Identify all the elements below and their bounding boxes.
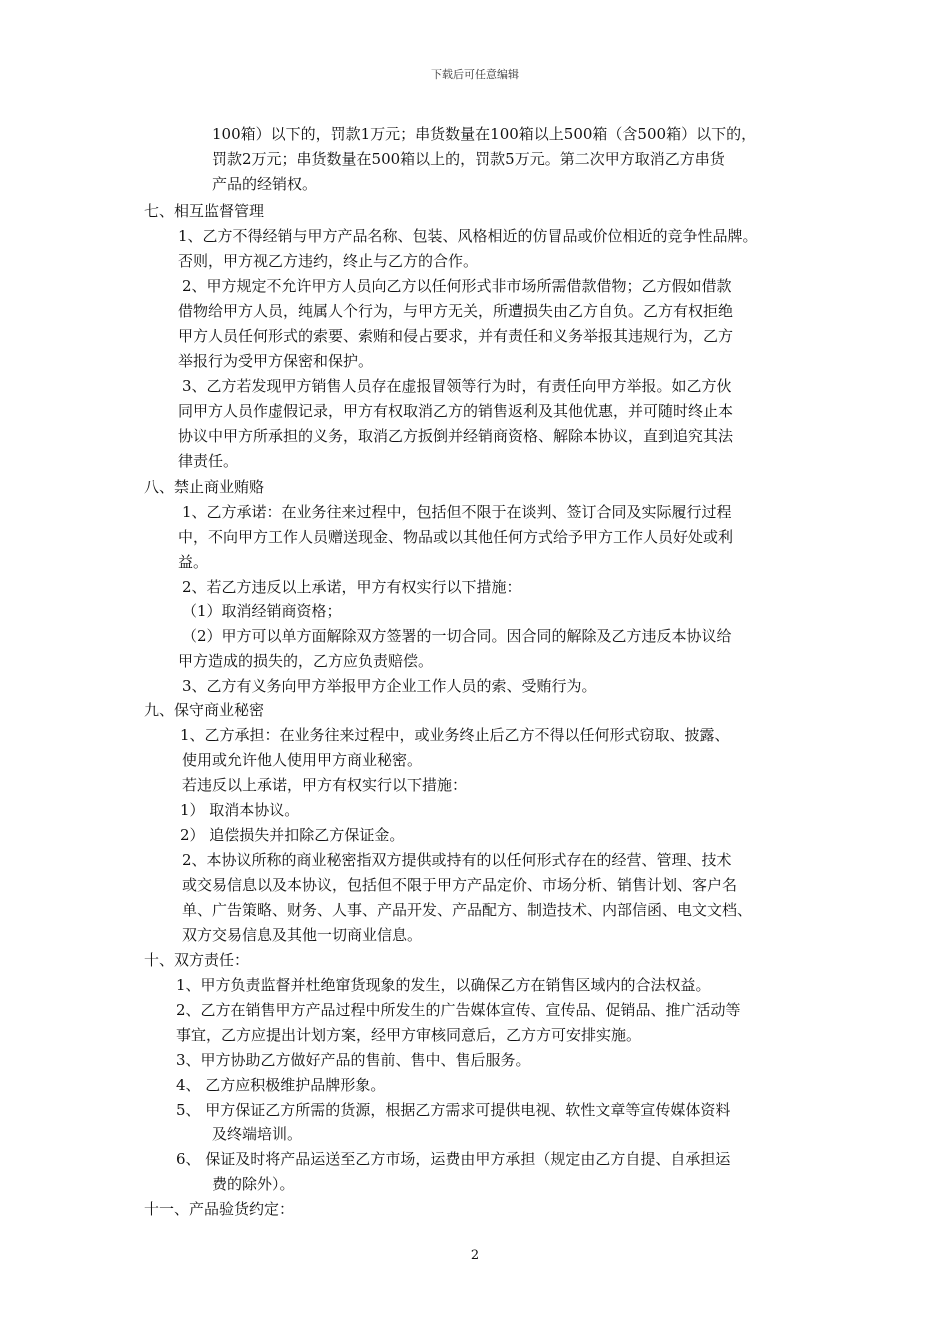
body-line: 及终端培训。 [212,1125,303,1143]
body-line: （1）取消经销商资格； [182,602,342,620]
page-number: 2 [470,1248,480,1263]
body-line: 中，不向甲方工作人员赠送现金、物品或以其他任何方式给予甲方工作人员好处或利 [178,528,734,546]
body-line: 若违反以上承诺，甲方有权实行以下措施： [182,776,468,794]
body-line: 费的除外）。 [212,1175,295,1193]
body-line: 2） 追偿损失并扣除乙方保证金。 [180,826,405,844]
body-line: 1、乙方不得经销与甲方产品名称、包装、风格相近的仿冒品或价位相近的竞争性品牌。 [178,227,758,245]
body-line: 举报行为受甲方保密和保护。 [178,352,374,370]
body-line: 益。 [178,553,209,571]
body-line: 甲方造成的损失的，乙方应负责赔偿。 [178,652,434,670]
body-line: 2、若乙方违反以上承诺，甲方有权实行以下措施： [182,578,522,596]
page-header: 下载后可任意编辑 [431,68,519,81]
body-line: 协议中甲方所承担的义务，取消乙方扳倒并经销商资格、解除本协议，直到追究其法 [178,427,734,445]
body-line: 1、乙方承担：在业务往来过程中，或业务终止后乙方不得以任何形式窃取、披露、 [180,726,730,744]
body-line: 1） 取消本协议。 [180,801,300,819]
section-heading: 十一、产品验货约定： [144,1200,295,1218]
body-line: 罚款2万元；串货数量在500箱以上的，罚款5万元。第二次甲方取消乙方串货 [212,150,725,168]
body-line: 双方交易信息及其他一切商业信息。 [182,926,423,944]
body-line: 3、甲方协助乙方做好产品的售前、售中、售后服务。 [176,1051,531,1069]
body-line: 3、乙方若发现甲方销售人员存在虚报冒领等行为时，有责任向甲方举报。如乙方伙 [182,377,732,395]
body-line: （2）甲方可以单方面解除双方签署的一切合同。因合同的解除及乙方违反本协议给 [182,627,732,645]
body-line: 4、 乙方应积极维护品牌形象。 [176,1076,386,1094]
section-heading: 七、相互监督管理 [144,202,265,220]
body-line: 同甲方人员作虚假记录，甲方有权取消乙方的销售返利及其他优惠，并可随时终止本 [178,402,734,420]
section-heading: 十、双方责任： [144,951,250,969]
body-line: 100箱）以下的，罚款1万元；串货数量在100箱以上500箱（含500箱）以下的， [212,125,757,143]
section-heading: 八、禁止商业贿赂 [144,478,265,496]
body-line: 1、甲方负责监督并杜绝窜货现象的发生，以确保乙方在销售区域内的合法权益。 [176,976,711,994]
body-line: 2、乙方在销售甲方产品过程中所发生的广告媒体宣传、宣传品、促销品、推广活动等 [176,1001,741,1019]
body-line: 律责任。 [178,452,239,470]
section-heading: 九、保守商业秘密 [144,701,265,719]
body-line: 否则，甲方视乙方违约，终止与乙方的合作。 [178,252,479,270]
body-line: 6、 保证及时将产品运送至乙方市场，运费由甲方承担（规定由乙方自提、自承担运 [176,1150,731,1168]
body-line: 2、本协议所称的商业秘密指双方提供或持有的以任何形式存在的经营、管理、技术 [182,851,732,869]
body-line: 或交易信息以及本协议，包括但不限于甲方产品定价、市场分析、销售计划、客户名 [182,876,738,894]
body-line: 1、乙方承诺：在业务往来过程中，包括但不限于在谈判、签订合同及实际履行过程 [182,503,732,521]
body-line: 使用或允许他人使用甲方商业秘密。 [182,751,423,769]
body-line: 5、 甲方保证乙方所需的货源，根据乙方需求可提供电视、软性文章等宣传媒体资料 [176,1101,731,1119]
body-line: 单、广告策略、财务、人事、产品开发、产品配方、制造技术、内部信函、电文文档、 [182,901,753,919]
body-line: 2、甲方规定不允许甲方人员向乙方以任何形式非市场所需借款借物；乙方假如借款 [182,277,732,295]
body-line: 甲方人员任何形式的索要、索贿和侵占要求，并有责任和义务举报其违规行为，乙方 [178,327,734,345]
body-line: 借物给甲方人员，纯属人个行为，与甲方无关，所遭损失由乙方自负。乙方有权拒绝 [178,302,734,320]
body-line: 事宜，乙方应提出计划方案，经甲方审核同意后，乙方方可安排实施。 [176,1026,642,1044]
body-line: 产品的经销权。 [212,175,318,193]
body-line: 3、乙方有义务向甲方举报甲方企业工作人员的索、受贿行为。 [182,677,597,695]
